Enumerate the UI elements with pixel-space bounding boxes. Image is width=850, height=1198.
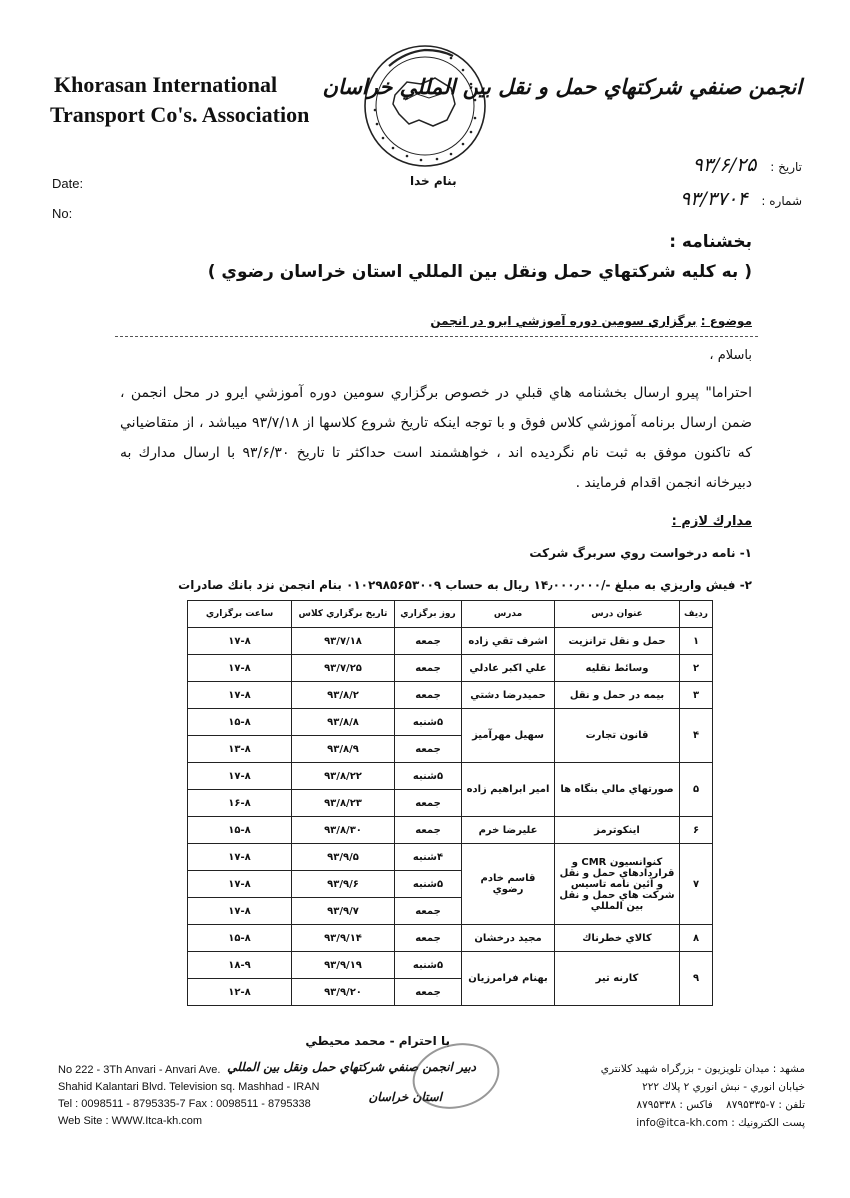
col-header-time: ساعت برگزاري xyxy=(188,601,292,628)
cell-date: ۹۳/۹/۱۴ xyxy=(292,925,395,952)
logo-caption: بنام خدا xyxy=(410,174,457,188)
greeting: باسلام ، xyxy=(709,348,752,363)
cell-day: جمعه xyxy=(395,736,462,763)
table-row xyxy=(188,682,713,709)
cell-date: ۹۳/۹/۷ xyxy=(292,898,395,925)
cell-day: جمعه xyxy=(395,628,462,655)
cell-course-title: صورتهاي مالي بنگاه ها xyxy=(555,763,680,817)
cell-time: ۱۷-۸ xyxy=(188,682,292,709)
table-row xyxy=(188,655,713,682)
circular-title: بخشنامه : xyxy=(669,232,752,252)
subject-text: برگزاري سومين دوره آموزشي ايرو در انجمن xyxy=(430,314,697,328)
footer-fa-fax: ۸۷۹۵۳۳۸ xyxy=(636,1099,676,1111)
cell-time: ۱۷-۸ xyxy=(188,763,292,790)
footer-fa xyxy=(601,1060,805,1132)
cell-day: جمعه xyxy=(395,925,462,952)
table-row xyxy=(188,952,713,979)
cell-day: جمعه xyxy=(395,655,462,682)
footer-en xyxy=(58,1062,320,1130)
cell-row-number: ۶ xyxy=(680,817,713,844)
required-documents-title: مدارك لازم : xyxy=(671,514,752,529)
table-row xyxy=(188,763,713,790)
cell-day: جمعه xyxy=(395,979,462,1006)
cell-teacher: مجيد درخشان xyxy=(462,925,555,952)
cell-course-title: كنوانسيون CMR و قراردادهاي حمل و نقل و آئين نامه تاسيس شركت هاي حمل و نقل بين المللي xyxy=(555,844,680,925)
cell-row-number: ۷ xyxy=(680,844,713,925)
requirement-item: ۱- نامه درخواست روي سربرگ شركت xyxy=(529,546,752,560)
cell-teacher: امير ابراهيم زاده xyxy=(462,763,555,817)
cell-teacher: سهيل مهرآميز xyxy=(462,709,555,763)
cell-time: ۱۷-۸ xyxy=(188,871,292,898)
cell-day: ۵شنبه xyxy=(395,709,462,736)
cell-teacher: قاسم خادم رضوي xyxy=(462,844,555,925)
cell-course-title: بيمه در حمل و نقل xyxy=(555,682,680,709)
cell-time: ۱۵-۸ xyxy=(188,925,292,952)
footer-phone-line: Tel : 0098511 - 8795335-7 Fax : 0098511 - 8795338 xyxy=(58,1098,311,1110)
number-fa-label: شماره : xyxy=(761,194,802,208)
cell-course-title: اينكوترمز xyxy=(555,817,680,844)
footer-fa-email-line xyxy=(601,1114,805,1132)
date-fa-label: تاريخ : xyxy=(770,160,802,174)
number-label: No: xyxy=(52,206,73,221)
table-row xyxy=(188,844,713,871)
table-body xyxy=(188,628,713,1006)
cell-date: ۹۳/۷/۱۸ xyxy=(292,628,395,655)
footer-address-line: Shahid Kalantari Blvd. Television sq. Mashhad - IRAN xyxy=(58,1081,320,1093)
date-label: Date: xyxy=(52,176,84,191)
date-fa-value: ۹۳/۶/۲۵ xyxy=(692,154,757,176)
cell-day: جمعه xyxy=(395,898,462,925)
cell-day: ۵شنبه xyxy=(395,871,462,898)
cell-day: جمعه xyxy=(395,682,462,709)
cell-teacher: عليرضا خرم xyxy=(462,817,555,844)
number-field-fa xyxy=(680,188,802,210)
cell-date: ۹۳/۸/۹ xyxy=(292,736,395,763)
footer-fa-phone-fax xyxy=(601,1096,805,1114)
cell-row-number: ۹ xyxy=(680,952,713,1006)
col-header-date: تاريخ برگزاري كلاس xyxy=(292,601,395,628)
cell-row-number: ۸ xyxy=(680,925,713,952)
cell-date: ۹۳/۹/۶ xyxy=(292,871,395,898)
footer-fa-address-2: خيابان انوري - نبش انوري ۲ پلاك ۲۲۲ xyxy=(642,1081,805,1093)
cell-date: ۹۳/۷/۲۵ xyxy=(292,655,395,682)
number-fa-value: ۹۳/۳۷۰۴ xyxy=(679,188,748,210)
cell-time: ۱۷-۸ xyxy=(188,628,292,655)
cell-teacher: بهنام فرامرزيان xyxy=(462,952,555,1006)
footer-address-line: No 222 - 3Th Anvari - Anvari Ave. xyxy=(58,1064,221,1076)
cell-teacher: علي اكبر عادلي xyxy=(462,655,555,682)
footer-fa-email-label: پست الكترونيك : xyxy=(731,1117,805,1129)
association-name-en xyxy=(50,70,340,130)
cell-course-title: كارنه تير xyxy=(555,952,680,1006)
table-row xyxy=(188,628,713,655)
cell-time: ۱۷-۸ xyxy=(188,844,292,871)
subject-label: موضوع : xyxy=(700,314,752,328)
footer-fa-phone-label: تلفن : xyxy=(778,1099,805,1111)
footer-fa-address-1: مشهد : ميدان تلويزيون - بزرگراه شهيد كلانتري xyxy=(600,1063,805,1075)
cell-time: ۱۶-۸ xyxy=(188,790,292,817)
cell-row-number: ۲ xyxy=(680,655,713,682)
subject-line xyxy=(430,314,752,328)
footer-website[interactable]: Web Site : WWW.Itca-kh.com xyxy=(58,1115,203,1127)
cell-day: ۵شنبه xyxy=(395,763,462,790)
cell-date: ۹۳/۹/۵ xyxy=(292,844,395,871)
cell-course-title: قانون تجارت xyxy=(555,709,680,763)
cell-date: ۹۳/۸/۲۲ xyxy=(292,763,395,790)
circular-addressee: ( به كليه شركتهاي حمل ونقل بين المللي استان خراسان رضوي ) xyxy=(207,262,752,282)
cell-time: ۱۷-۸ xyxy=(188,655,292,682)
cell-course-title: كالاي خطرناك xyxy=(555,925,680,952)
course-schedule-table xyxy=(187,600,713,1006)
cell-time: ۱۳-۸ xyxy=(188,736,292,763)
cell-course-title: وسائط نقليه xyxy=(555,655,680,682)
cell-date: ۹۳/۸/۲ xyxy=(292,682,395,709)
association-name-en-line1: Khorasan International xyxy=(54,72,278,97)
signature-closing: با احترام - محمد محيطي xyxy=(305,1034,450,1048)
col-header-teacher: مدرس xyxy=(462,601,555,628)
cell-time: ۱۷-۸ xyxy=(188,898,292,925)
table-header-row xyxy=(188,601,713,628)
cell-day: جمعه xyxy=(395,790,462,817)
signature-role: دبير انجمن صنفي شركتهاي حمل ونقل بين المللي xyxy=(227,1060,476,1074)
cell-teacher: حميدرضا دشتي xyxy=(462,682,555,709)
cell-row-number: ۵ xyxy=(680,763,713,817)
cell-date: ۹۳/۹/۲۰ xyxy=(292,979,395,1006)
requirement-item: ۲- فيش واريزي به مبلغ -/۱۴٫۰۰۰٫۰۰۰ ريال به حساب ۰۱۰۲۹۸۵۶۵۳۰۰۹ بنام انجمن نزد بانك صادرات xyxy=(178,578,752,592)
cell-day: ۴شنبه xyxy=(395,844,462,871)
footer-fa-phone: ۷-۸۷۹۵۳۳۵ xyxy=(726,1099,776,1111)
cell-time: ۱۵-۸ xyxy=(188,709,292,736)
cell-teacher: اشرف تقي زاده xyxy=(462,628,555,655)
footer-email[interactable]: info@itca-kh.com xyxy=(636,1117,728,1129)
table-row xyxy=(188,817,713,844)
date-field-fa xyxy=(693,154,802,176)
cell-day: جمعه xyxy=(395,817,462,844)
cell-row-number: ۴ xyxy=(680,709,713,763)
col-header-day: روز برگزاري xyxy=(395,601,462,628)
cell-day: ۵شنبه xyxy=(395,952,462,979)
divider xyxy=(115,336,758,337)
cell-date: ۹۳/۸/۲۳ xyxy=(292,790,395,817)
association-name-fa: انجمن صنفي شركتهاي حمل و نقل بين المللي خراسان xyxy=(322,74,802,99)
association-name-en-line2: Transport Co's. Association xyxy=(50,102,310,127)
cell-date: ۹۳/۹/۱۹ xyxy=(292,952,395,979)
signature-province: استان خراسان xyxy=(368,1090,442,1104)
col-header-row-number: رديف xyxy=(680,601,713,628)
cell-row-number: ۱ xyxy=(680,628,713,655)
cell-date: ۹۳/۸/۸ xyxy=(292,709,395,736)
cell-course-title: حمل و نقل ترانزيت xyxy=(555,628,680,655)
cell-time: ۱۲-۸ xyxy=(188,979,292,1006)
table-row xyxy=(188,709,713,736)
letter-body: احتراما" پيرو ارسال بخشنامه هاي قبلي در خصوص برگزاري سومين دوره آموزشي ايرو در محل انجمن ، ضمن ارسال برنامه آموزشي كلاس فوق و با توجه اينكه تاريخ شروع كلاسها از ۹۳/۷/۱۸ ميباشد ، از متقاضياني كه تاكنون موفق به ثبت نام نگرديده اند ، خواهشمند است حداكثر تا تاريخ ۹۳/۶/۳۰ با ارسال مدارك به دبيرخانه انجمن اقدام فرمايند . xyxy=(120,385,752,491)
cell-date: ۹۳/۸/۳۰ xyxy=(292,817,395,844)
association-logo-icon xyxy=(355,40,495,190)
col-header-course-title: عنوان درس xyxy=(555,601,680,628)
cell-row-number: ۳ xyxy=(680,682,713,709)
table-row xyxy=(188,925,713,952)
cell-time: ۱۸-۹ xyxy=(188,952,292,979)
cell-time: ۱۵-۸ xyxy=(188,817,292,844)
footer-fa-fax-label: فاكس : xyxy=(679,1099,713,1111)
